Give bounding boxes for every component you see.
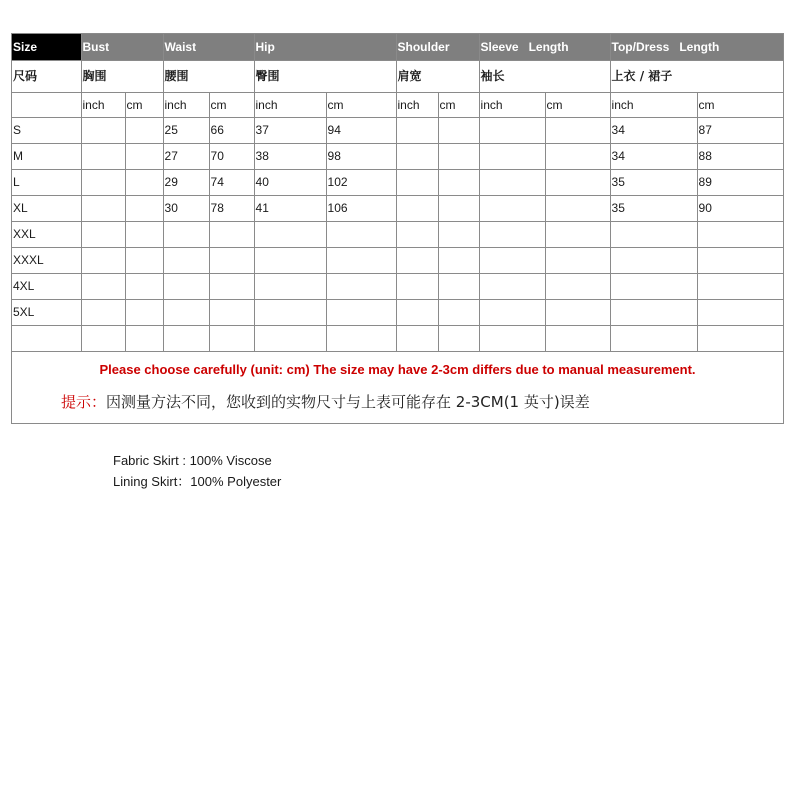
header-bust: Bust	[81, 34, 163, 60]
cell-sleeve-in	[479, 299, 545, 325]
cell-shoulder-in	[396, 247, 438, 273]
cell-hip-in	[254, 299, 326, 325]
unit-waist-inch: inch	[163, 92, 209, 117]
cell-waist-cm: 74	[209, 169, 254, 195]
cell-waist-cm: 70	[209, 143, 254, 169]
unit-waist-cm: cm	[209, 92, 254, 117]
cell-shoulder-cm	[438, 247, 479, 273]
notice-area	[12, 358, 783, 423]
cell-bust-in	[81, 221, 125, 247]
cell-waist-in	[163, 221, 209, 247]
cell-hip-cm	[326, 299, 396, 325]
table-row	[12, 169, 783, 195]
cell-sleeve-cm	[545, 143, 610, 169]
cell-hip-cm: 94	[326, 117, 396, 143]
cell-hip-in	[254, 273, 326, 299]
header-size: Size	[12, 34, 81, 60]
cell-shoulder-in	[396, 325, 438, 351]
cell-length-in: 35	[610, 195, 697, 221]
cell-hip-in: 40	[254, 169, 326, 195]
header-cn-shoulder: 肩宽	[396, 60, 479, 92]
cell-length-in	[610, 247, 697, 273]
cell-size	[12, 325, 81, 351]
cell-shoulder-in	[396, 117, 438, 143]
cell-sleeve-cm	[545, 247, 610, 273]
cell-size: M	[12, 143, 81, 169]
cell-length-in	[610, 221, 697, 247]
cell-waist-cm	[209, 325, 254, 351]
header-top-dress-length: Top/Dress Length	[610, 34, 783, 60]
cell-hip-cm	[326, 221, 396, 247]
cell-hip-in: 37	[254, 117, 326, 143]
cell-sleeve-in	[479, 117, 545, 143]
cell-waist-cm	[209, 221, 254, 247]
cell-sleeve-cm	[545, 221, 610, 247]
cell-waist-cm: 78	[209, 195, 254, 221]
notice-chinese	[61, 393, 590, 411]
cell-shoulder-cm	[438, 143, 479, 169]
header-cn-hip: 臀围	[254, 60, 396, 92]
cell-length-cm	[697, 221, 783, 247]
cell-hip-cm: 98	[326, 143, 396, 169]
table-row	[12, 117, 783, 143]
cell-length-in	[610, 273, 697, 299]
cell-length-cm	[697, 299, 783, 325]
cell-bust-in	[81, 117, 125, 143]
cell-sleeve-in	[479, 273, 545, 299]
unit-sleeve-inch: inch	[479, 92, 545, 117]
cell-hip-in: 38	[254, 143, 326, 169]
cell-shoulder-in	[396, 273, 438, 299]
size-table	[12, 34, 783, 352]
cell-waist-in	[163, 247, 209, 273]
cell-sleeve-in	[479, 325, 545, 351]
notice-english: Please choose carefully (unit: cm) The size may have 2-3cm differs due to manual measurement.	[99, 362, 696, 377]
table-row	[12, 325, 783, 351]
cell-bust-cm	[125, 221, 163, 247]
cell-bust-in	[81, 143, 125, 169]
header-cn-waist: 腰围	[163, 60, 254, 92]
unit-length-inch: inch	[610, 92, 697, 117]
cell-shoulder-cm	[438, 325, 479, 351]
cell-shoulder-cm	[438, 273, 479, 299]
table-row	[12, 247, 783, 273]
cell-length-in: 34	[610, 117, 697, 143]
fabric-skirt: Fabric Skirt : 100% Viscose	[113, 453, 272, 468]
chinese-header-row	[12, 60, 783, 92]
cell-hip-in	[254, 325, 326, 351]
cell-length-cm: 87	[697, 117, 783, 143]
cell-shoulder-cm	[438, 299, 479, 325]
header-cn-size: 尺码	[12, 60, 81, 92]
cell-waist-cm	[209, 273, 254, 299]
cell-bust-cm	[125, 299, 163, 325]
cell-length-cm	[697, 273, 783, 299]
cell-size: L	[12, 169, 81, 195]
cell-hip-cm: 106	[326, 195, 396, 221]
unit-bust-inch: inch	[81, 92, 125, 117]
cell-waist-in	[163, 325, 209, 351]
cell-length-cm: 88	[697, 143, 783, 169]
unit-hip-cm: cm	[326, 92, 396, 117]
cell-length-in: 35	[610, 169, 697, 195]
cell-sleeve-cm	[545, 273, 610, 299]
cell-hip-cm	[326, 273, 396, 299]
cell-waist-cm: 66	[209, 117, 254, 143]
cell-bust-cm	[125, 169, 163, 195]
table-row	[12, 221, 783, 247]
header-sleeve-length: Sleeve Length	[479, 34, 610, 60]
cell-sleeve-cm	[545, 195, 610, 221]
cell-shoulder-in	[396, 221, 438, 247]
cell-sleeve-in	[479, 169, 545, 195]
cell-shoulder-in	[396, 299, 438, 325]
cell-waist-in	[163, 299, 209, 325]
cell-size: 5XL	[12, 299, 81, 325]
table-row	[12, 195, 783, 221]
cell-waist-in: 27	[163, 143, 209, 169]
table-row	[12, 143, 783, 169]
cell-bust-in	[81, 169, 125, 195]
unit-row	[12, 92, 783, 117]
cell-sleeve-in	[479, 195, 545, 221]
cell-length-cm: 89	[697, 169, 783, 195]
header-cn-length: 上衣 / 裙子	[610, 60, 783, 92]
cell-bust-in	[81, 273, 125, 299]
cell-hip-in	[254, 221, 326, 247]
cell-shoulder-cm	[438, 221, 479, 247]
cell-sleeve-in	[479, 143, 545, 169]
cell-bust-cm	[125, 195, 163, 221]
cell-waist-in: 25	[163, 117, 209, 143]
cell-shoulder-in	[396, 169, 438, 195]
cell-waist-in: 29	[163, 169, 209, 195]
cell-size: XXL	[12, 221, 81, 247]
cell-bust-in	[81, 299, 125, 325]
header-hip: Hip	[254, 34, 396, 60]
cell-waist-in: 30	[163, 195, 209, 221]
cell-size: XXXL	[12, 247, 81, 273]
cell-bust-in	[81, 195, 125, 221]
size-chart	[11, 33, 784, 424]
cell-shoulder-cm	[438, 169, 479, 195]
header-waist: Waist	[163, 34, 254, 60]
cell-shoulder-cm	[438, 195, 479, 221]
cell-bust-in	[81, 325, 125, 351]
cell-shoulder-in	[396, 195, 438, 221]
cell-hip-in: 41	[254, 195, 326, 221]
cell-length-cm	[697, 247, 783, 273]
cell-hip-cm	[326, 247, 396, 273]
cell-sleeve-cm	[545, 299, 610, 325]
header-cn-sleeve: 袖长	[479, 60, 610, 92]
unit-shoulder-cm: cm	[438, 92, 479, 117]
cell-length-cm	[697, 325, 783, 351]
table-row	[12, 299, 783, 325]
cell-waist-cm	[209, 247, 254, 273]
header-cn-bust: 胸围	[81, 60, 163, 92]
cell-bust-cm	[125, 117, 163, 143]
table-row	[12, 273, 783, 299]
cell-bust-cm	[125, 325, 163, 351]
cell-waist-in	[163, 273, 209, 299]
unit-cell-empty	[12, 92, 81, 117]
notice-tip-label: 提示：	[61, 393, 107, 411]
cell-sleeve-in	[479, 247, 545, 273]
cell-sleeve-cm	[545, 117, 610, 143]
cell-length-in	[610, 325, 697, 351]
cell-size: S	[12, 117, 81, 143]
cell-length-cm: 90	[697, 195, 783, 221]
header-shoulder: Shoulder	[396, 34, 479, 60]
cell-length-in: 34	[610, 143, 697, 169]
unit-shoulder-inch: inch	[396, 92, 438, 117]
cell-hip-cm: 102	[326, 169, 396, 195]
unit-sleeve-cm: cm	[545, 92, 610, 117]
unit-hip-inch: inch	[254, 92, 326, 117]
cell-bust-in	[81, 247, 125, 273]
cell-bust-cm	[125, 273, 163, 299]
cell-shoulder-cm	[438, 117, 479, 143]
cell-sleeve-in	[479, 221, 545, 247]
cell-hip-cm	[326, 325, 396, 351]
header-row	[12, 34, 783, 60]
cell-hip-in	[254, 247, 326, 273]
cell-waist-cm	[209, 299, 254, 325]
cell-shoulder-in	[396, 143, 438, 169]
unit-length-cm: cm	[697, 92, 783, 117]
cell-size: 4XL	[12, 273, 81, 299]
cell-sleeve-cm	[545, 169, 610, 195]
cell-bust-cm	[125, 143, 163, 169]
unit-bust-cm: cm	[125, 92, 163, 117]
cell-length-in	[610, 299, 697, 325]
lining-skirt: Lining Skirt：100% Polyester	[113, 474, 282, 489]
cell-size: XL	[12, 195, 81, 221]
cell-sleeve-cm	[545, 325, 610, 351]
notice-chinese-text: 因测量方法不同，您收到的实物尺寸与上表可能存在 2-3CM(1 英寸)误差	[106, 393, 590, 411]
cell-bust-cm	[125, 247, 163, 273]
fabric-info	[113, 450, 281, 492]
